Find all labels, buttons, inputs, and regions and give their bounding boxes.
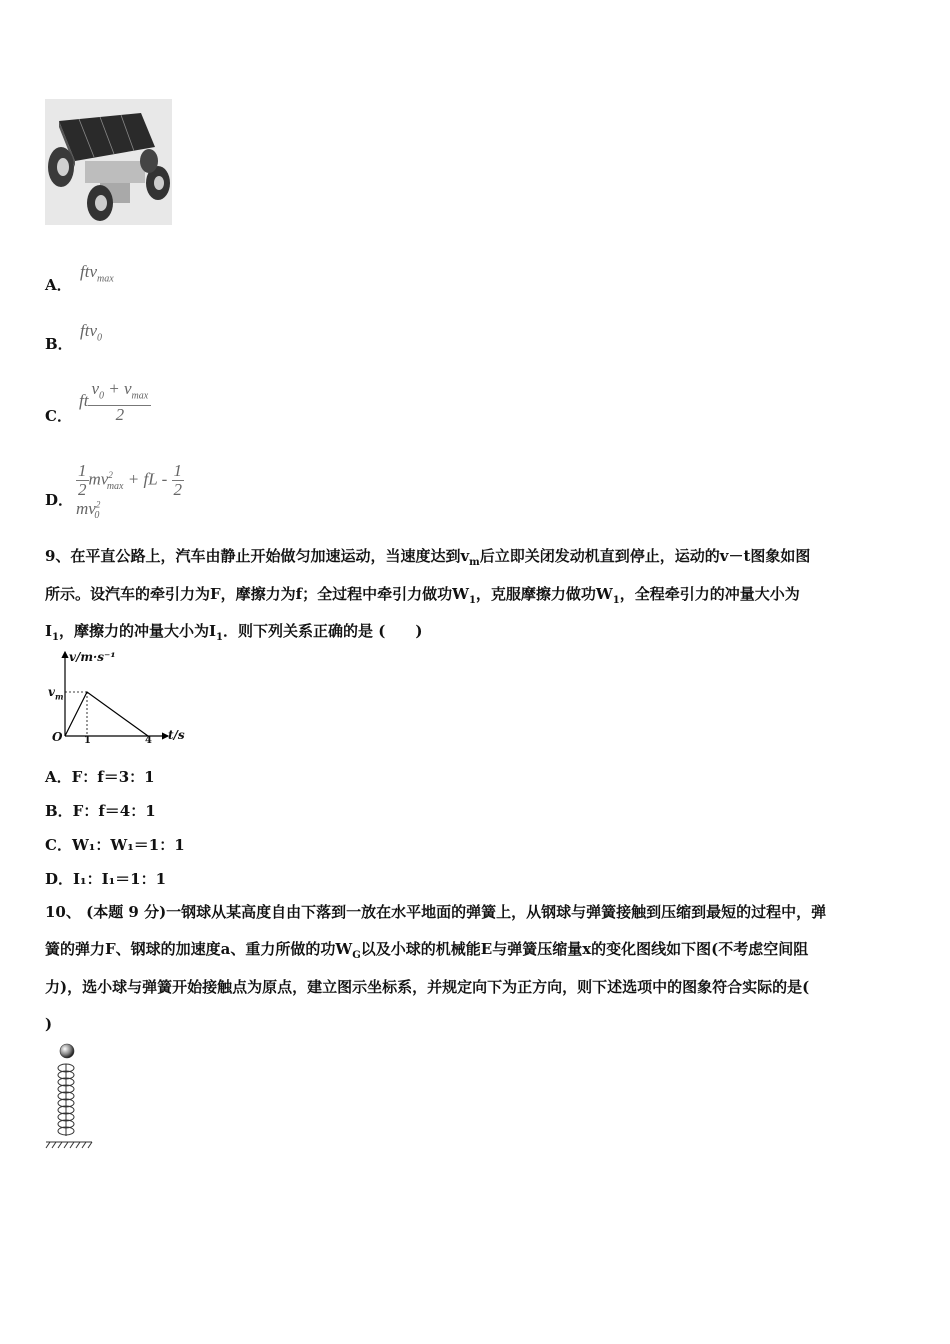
q9-choice-b[interactable]: B．F：f＝4：1 [45, 802, 156, 820]
q9-choice-c[interactable]: C．W₁：W₁＝1：1 [45, 836, 185, 854]
graph-x-label: t/s [168, 728, 185, 742]
q9-line-3: $I_1$，摩擦力的冲量大小为$I_1$．则下列关系正确的是 ( ) [45, 622, 423, 643]
q9-choice-a[interactable]: A．F：f＝3：1 [45, 768, 155, 786]
option-d-formula: $\frac{1}{2}$ $mv^2_{max}$ + fL - $\frac{1}{2}$ $mv^2_0$ [76, 461, 183, 522]
option-b-label[interactable]: B． [45, 335, 73, 353]
q10-line-4: ) [45, 1015, 53, 1033]
q9-line-2: 所示。设汽车的牵引力为F，摩擦力为f；全过程中牵引力做功$W_1$，克服摩擦力做功$W_1$，全程牵引力的冲量大小为 [45, 585, 800, 606]
option-a-formula: ftv$_{max}$ [80, 262, 114, 285]
graph-origin-label: O [52, 730, 63, 744]
ground [46, 1142, 92, 1148]
graph-vm-label: $v_m$ [48, 685, 64, 702]
q10-line-3: 力)，选小球与弹簧开始接触点为原点，建立图示坐标系，并规定向下为正方向，则下述选项中的图象符合实际的是( [45, 978, 810, 996]
spring [58, 1064, 74, 1136]
option-c-label[interactable]: C． [45, 407, 72, 425]
option-d-label[interactable]: D． [45, 491, 74, 509]
graph-y-label: v/m·s⁻¹ [69, 650, 116, 664]
graph-vt-line [65, 692, 148, 736]
q9-line-1: 9、在平直公路上，汽车由静止开始做匀加速运动，当速度达到$v_m$后立即关闭发动机直到停止，运动的v－t图象如图 [45, 547, 811, 568]
graph-tick-1: 1 [84, 735, 91, 746]
graph-tick-4: 4 [145, 735, 152, 746]
option-a-label[interactable]: A． [45, 276, 72, 294]
q9-choice-d[interactable]: D．I₁：I₁＝1：1 [45, 870, 167, 888]
ball-spring-diagram [44, 1040, 99, 1155]
steel-ball [60, 1044, 74, 1058]
q10-line-1: 10、 (本题 9 分)一钢球从某高度自由下落到一放在水平地面的弹簧上，从钢球与弹簧接触到压缩到最短的过程中，弹 [45, 903, 827, 921]
q10-line-2: 簧的弹力F、钢球的加速度a、重力所做的功$W_G$以及小球的机械能E与弹簧压缩量x的变化图线如下图(不考虑空间阻 [45, 940, 809, 961]
option-b-formula: ftv$_0$ [80, 321, 102, 344]
option-c-formula: ft $\frac{v_0 + v_{max}}{2}$ [79, 380, 151, 424]
solar-car-image [45, 99, 172, 225]
